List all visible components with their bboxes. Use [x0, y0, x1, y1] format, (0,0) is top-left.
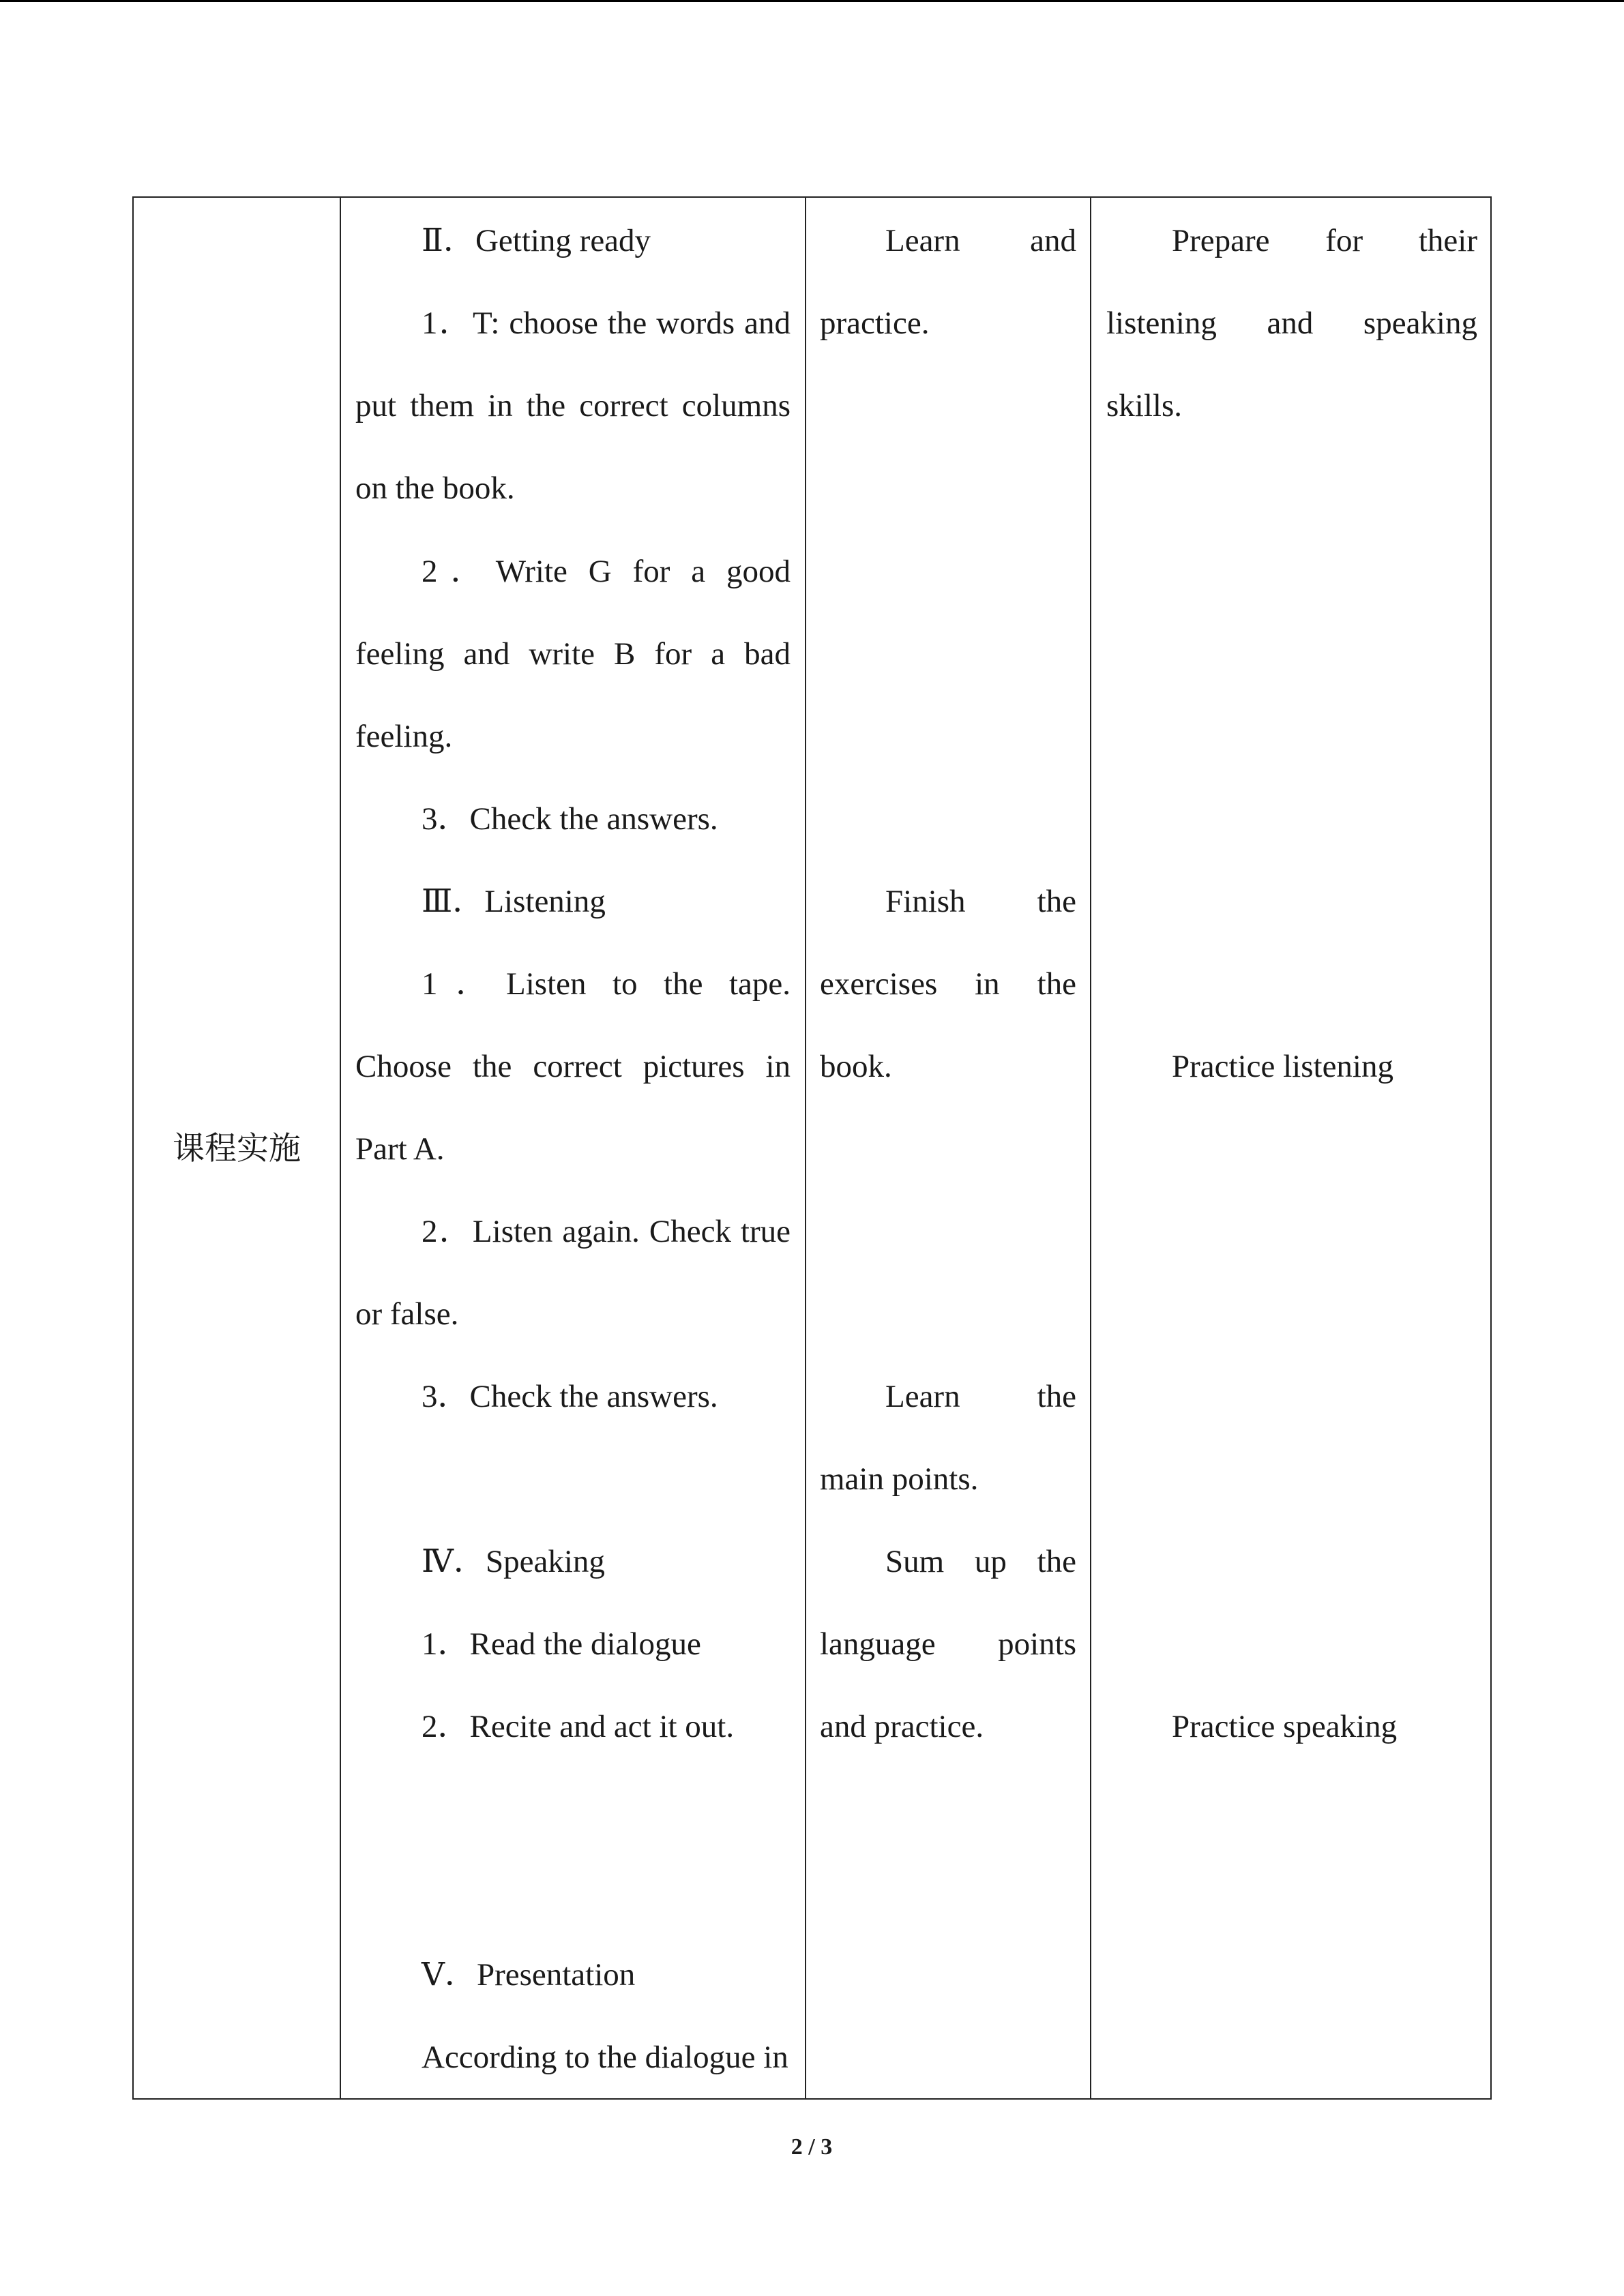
- page-indicator: 2 / 3: [791, 2134, 833, 2160]
- step-listening-item1-line1: 1．Listen to the tape.: [422, 966, 791, 1002]
- step-getting-ready-item1-line1: 1．T: choose the words and: [422, 305, 791, 341]
- purpose-prepare-line3: skills.: [1106, 388, 1183, 423]
- activity-finish-exercises-line3: book.: [820, 1049, 892, 1084]
- column-divider-2: [805, 196, 806, 2100]
- step-listening-heading: Ⅲ．Listening: [422, 884, 606, 919]
- step-getting-ready-item1-line3: on the book.: [355, 471, 515, 506]
- step-presentation-heading: Ⅴ．Presentation: [422, 1957, 636, 1993]
- step-listening-item3: 3．Check the answers.: [422, 1379, 718, 1414]
- step-speaking-item1: 1．Read the dialogue: [422, 1626, 701, 1662]
- step-listening-item2-line2: or false.: [355, 1296, 459, 1332]
- step-speaking-item2: 2．Recite and act it out.: [422, 1709, 735, 1744]
- activity-sum-up-line1: Sum up the: [885, 1544, 1076, 1579]
- page-top-rule: [0, 0, 1624, 2]
- step-getting-ready-item1-line2: put them in the correct columns: [355, 388, 791, 423]
- column-divider-1: [340, 196, 341, 2100]
- step-listening-item1-line3: Part A.: [355, 1131, 445, 1167]
- purpose-practice-listening: Practice listening: [1172, 1049, 1393, 1084]
- purpose-prepare-line2: listening and speaking: [1106, 305, 1477, 341]
- step-getting-ready-item2-line1: 2．Write G for a good: [422, 554, 791, 589]
- step-getting-ready-item3: 3．Check the answers.: [422, 801, 718, 837]
- step-getting-ready-item2-line3: feeling.: [355, 719, 453, 754]
- purpose-practice-speaking: Practice speaking: [1172, 1709, 1398, 1744]
- purpose-prepare-line1: Prepare for their: [1172, 223, 1477, 258]
- activity-sum-up-line2: language points: [820, 1626, 1076, 1662]
- activity-learn-main-points-line2: main points.: [820, 1461, 979, 1497]
- activity-finish-exercises-line2: exercises in the: [820, 966, 1076, 1002]
- activity-finish-exercises-line1: Finish the: [885, 884, 1076, 919]
- step-getting-ready-heading: Ⅱ．Getting ready: [422, 223, 651, 258]
- step-speaking-heading: Ⅳ．Speaking: [422, 1544, 605, 1579]
- activity-learn-practice-line1: Learn and: [885, 223, 1076, 258]
- step-getting-ready-item2-line2: feeling and write B for a bad: [355, 636, 791, 672]
- activity-learn-main-points-line1: Learn the: [885, 1379, 1076, 1414]
- step-listening-item1-line2: Choose the correct pictures in: [355, 1049, 791, 1084]
- column-divider-3: [1090, 196, 1091, 2100]
- activity-sum-up-line3: and practice.: [820, 1709, 984, 1744]
- step-listening-item2-line1: 2．Listen again. Check true: [422, 1214, 791, 1249]
- step-presentation-line1: According to the dialogue in: [422, 2040, 788, 2075]
- section-label: 课程实施: [173, 1131, 301, 1167]
- activity-learn-practice-line2: practice.: [820, 305, 930, 341]
